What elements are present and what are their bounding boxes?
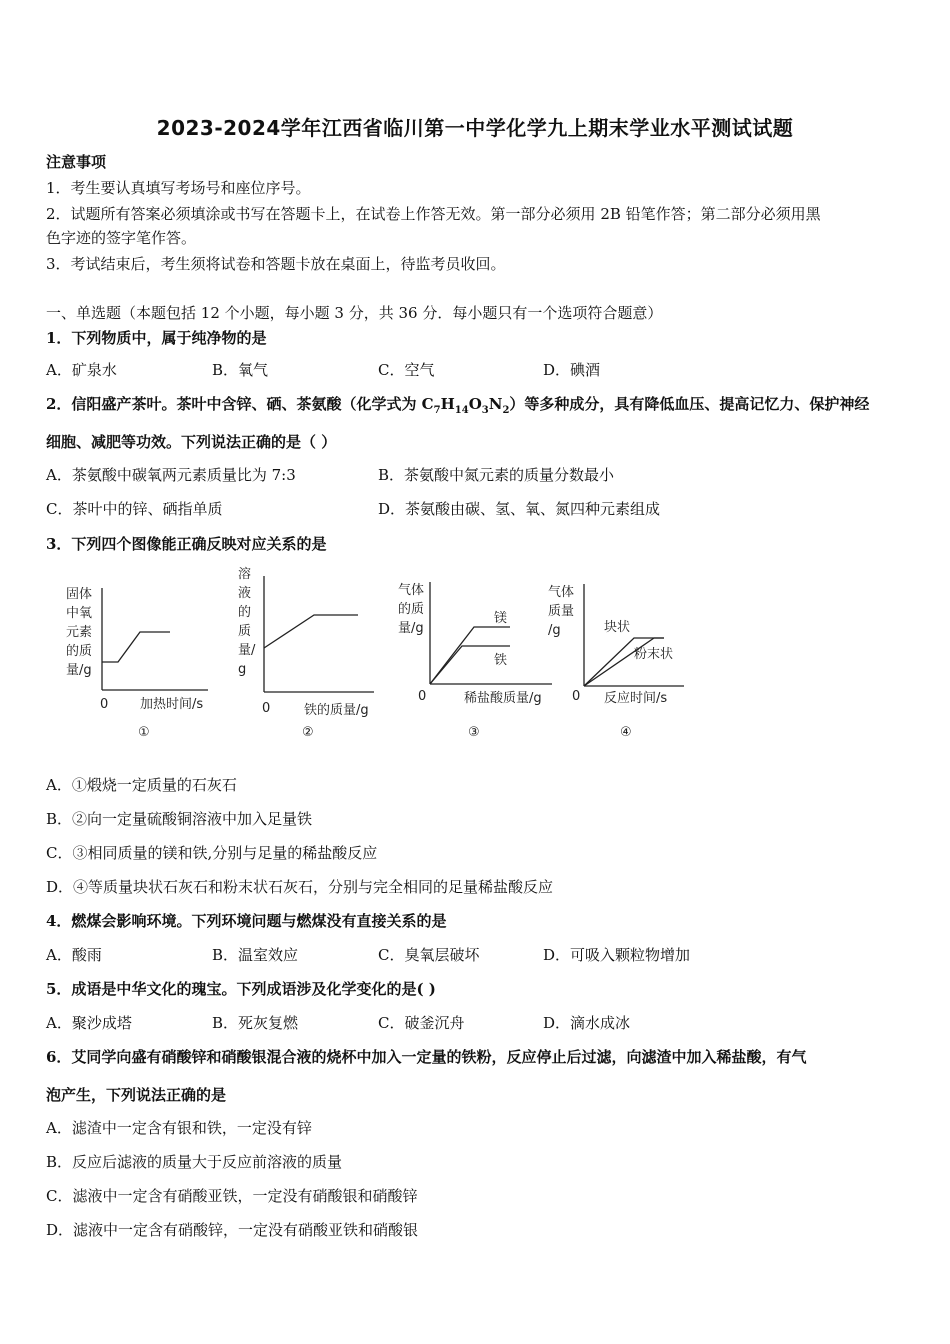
- g1-xlabel: 加热时间/s: [140, 697, 204, 712]
- g3-xlabel: 稀盐酸质量/g: [464, 691, 542, 706]
- q2-option-b[interactable]: B．茶氨酸中氮元素的质量分数最小: [378, 466, 615, 484]
- q2-option-d[interactable]: D．茶氨酸由碳、氢、氧、氮四种元素组成: [378, 500, 661, 518]
- g4-series-label: 块状: [604, 620, 631, 635]
- q5-option-d[interactable]: D．滴水成冰: [543, 1014, 631, 1032]
- g2-caption: ②: [302, 725, 314, 740]
- g2-ylabel: 溶: [238, 567, 252, 582]
- question-6-stem-cont: 泡产生，下列说法正确的是: [46, 1086, 227, 1104]
- q3-option-a[interactable]: A．①煅烧一定质量的石灰石: [46, 776, 237, 794]
- q1-option-b[interactable]: B．氧气: [212, 361, 269, 379]
- q4-option-b[interactable]: B．温室效应: [212, 946, 299, 964]
- g4-series-label: 粉末状: [634, 647, 674, 662]
- notice-heading: 注意事项: [46, 153, 107, 171]
- question-5-stem: 5．成语是中华文化的瑰宝。下列成语涉及化学变化的是( ): [46, 980, 436, 998]
- g1-origin: 0: [100, 697, 109, 712]
- q4-option-a[interactable]: A．酸雨: [46, 946, 102, 964]
- g3-caption: ③: [468, 725, 480, 740]
- page-title: 2023-2024学年江西省临川第一中学化学九上期末学业水平测试试题: [156, 116, 794, 140]
- g3-origin: 0: [418, 689, 427, 704]
- graph-2: [232, 560, 382, 749]
- question-3-stem: 3．下列四个图像能正确反映对应关系的是: [46, 535, 327, 553]
- q6-option-a[interactable]: A．滤渣中一定含有银和铁，一定没有锌: [46, 1119, 312, 1137]
- q4-option-c[interactable]: C．臭氧层破坏: [378, 946, 480, 964]
- q5-option-a[interactable]: A．聚沙成塔: [46, 1014, 132, 1032]
- g1-ylabel: 的质: [66, 644, 93, 659]
- question-6-stem: 6．艾同学向盛有硝酸锌和硝酸银混合液的烧杯中加入一定量的铁粉，反应停止后过滤，向滤渣中加入稀盐酸，有气: [46, 1048, 807, 1066]
- g2-ylabel: g: [238, 662, 247, 677]
- g4-ylabel: 质量: [548, 604, 575, 619]
- q5-option-c[interactable]: C．破釜沉舟: [378, 1014, 465, 1032]
- q1-option-a[interactable]: A．矿泉水: [46, 361, 117, 379]
- g3-series-label: 铁: [494, 653, 508, 668]
- g2-ylabel: 的: [238, 605, 252, 620]
- q3-option-b[interactable]: B．②向一定量硫酸铜溶液中加入足量铁: [46, 810, 313, 828]
- g2-ylabel: 质: [238, 624, 252, 639]
- notice-item: 2．试题所有答案必须填涂或书写在答题卡上，在试卷上作答无效。第一部分必须用 2B 铅笔作答；第二部分必须用黑: [46, 205, 821, 223]
- g4-caption: ④: [620, 725, 632, 740]
- graph-3: [392, 560, 562, 749]
- g1-ylabel: 中氧: [66, 606, 93, 621]
- q6-option-d[interactable]: D．滤液中一定含有硝酸锌，一定没有硝酸亚铁和硝酸银: [46, 1221, 419, 1239]
- g3-ylabel: 量/g: [398, 621, 424, 636]
- g4-origin: 0: [572, 689, 581, 704]
- g4-xlabel: 反应时间/s: [604, 691, 668, 706]
- graph-1: [60, 560, 220, 749]
- question-4-stem: 4．燃煤会影响环境。下列环境问题与燃煤没有直接关系的是: [46, 912, 447, 930]
- g1-caption: ①: [138, 725, 150, 740]
- g1-ylabel: 量/g: [66, 663, 92, 678]
- q6-option-c[interactable]: C．滤液中一定含有硝酸亚铁，一定没有硝酸银和硝酸锌: [46, 1187, 418, 1205]
- question-1-stem: 1．下列物质中，属于纯净物的是: [46, 329, 267, 347]
- g3-series-label: 镁: [494, 611, 508, 626]
- g2-origin: 0: [262, 701, 271, 716]
- notice-item: 3．考试结束后，考生须将试卷和答题卡放在桌面上，待监考员收回。: [46, 255, 506, 273]
- g4-ylabel: 气体: [548, 585, 575, 600]
- g3-ylabel: 气体: [398, 583, 425, 598]
- section-heading: 一、单选题（本题包括 12 个小题，每小题 3 分，共 36 分．每小题只有一个选项符合题意）: [46, 304, 663, 322]
- graph-4: [542, 560, 692, 749]
- q3-option-d[interactable]: D．④等质量块状石灰石和粉末状石灰石，分别与完全相同的足量稀盐酸反应: [46, 878, 554, 896]
- notice-item: 1．考生要认真填写考场号和座位序号。: [46, 179, 311, 197]
- g3-ylabel: 的质: [398, 602, 425, 617]
- g4-ylabel: /g: [548, 623, 561, 638]
- q2-option-a[interactable]: A．茶氨酸中碳氧两元素质量比为 7:3: [46, 466, 296, 484]
- q1-option-c[interactable]: C．空气: [378, 361, 435, 379]
- question-2-stem: 2．信阳盛产茶叶。茶叶中含锌、硒、茶氨酸（化学式为 $C_7H_{14}O_3N_2$）等多种成分，具有降低血压、提高记忆力、保护神经: [46, 395, 870, 416]
- g2-xlabel: 铁的质量/g: [304, 703, 369, 718]
- g1-ylabel: 元素: [66, 625, 93, 640]
- q3-option-c[interactable]: C．③相同质量的镁和铁,分别与足量的稀盐酸反应: [46, 844, 378, 862]
- q1-option-d[interactable]: D．碘酒: [543, 361, 601, 379]
- g2-ylabel: 量/: [238, 643, 256, 658]
- q6-option-b[interactable]: B．反应后滤液的质量大于反应前溶液的质量: [46, 1153, 343, 1171]
- g2-ylabel: 液: [238, 586, 252, 601]
- q5-option-b[interactable]: B．死灰复燃: [212, 1014, 299, 1032]
- q4-option-d[interactable]: D．可吸入颗粒物增加: [543, 946, 691, 964]
- q2-option-c[interactable]: C．茶叶中的锌、硒指单质: [46, 500, 223, 518]
- g1-ylabel: 固体: [66, 587, 93, 602]
- notice-item: 色字迹的签字笔作答。: [46, 229, 197, 247]
- question-2-stem-cont: 细胞、减肥等功效。下列说法正确的是（ ）: [46, 433, 337, 451]
